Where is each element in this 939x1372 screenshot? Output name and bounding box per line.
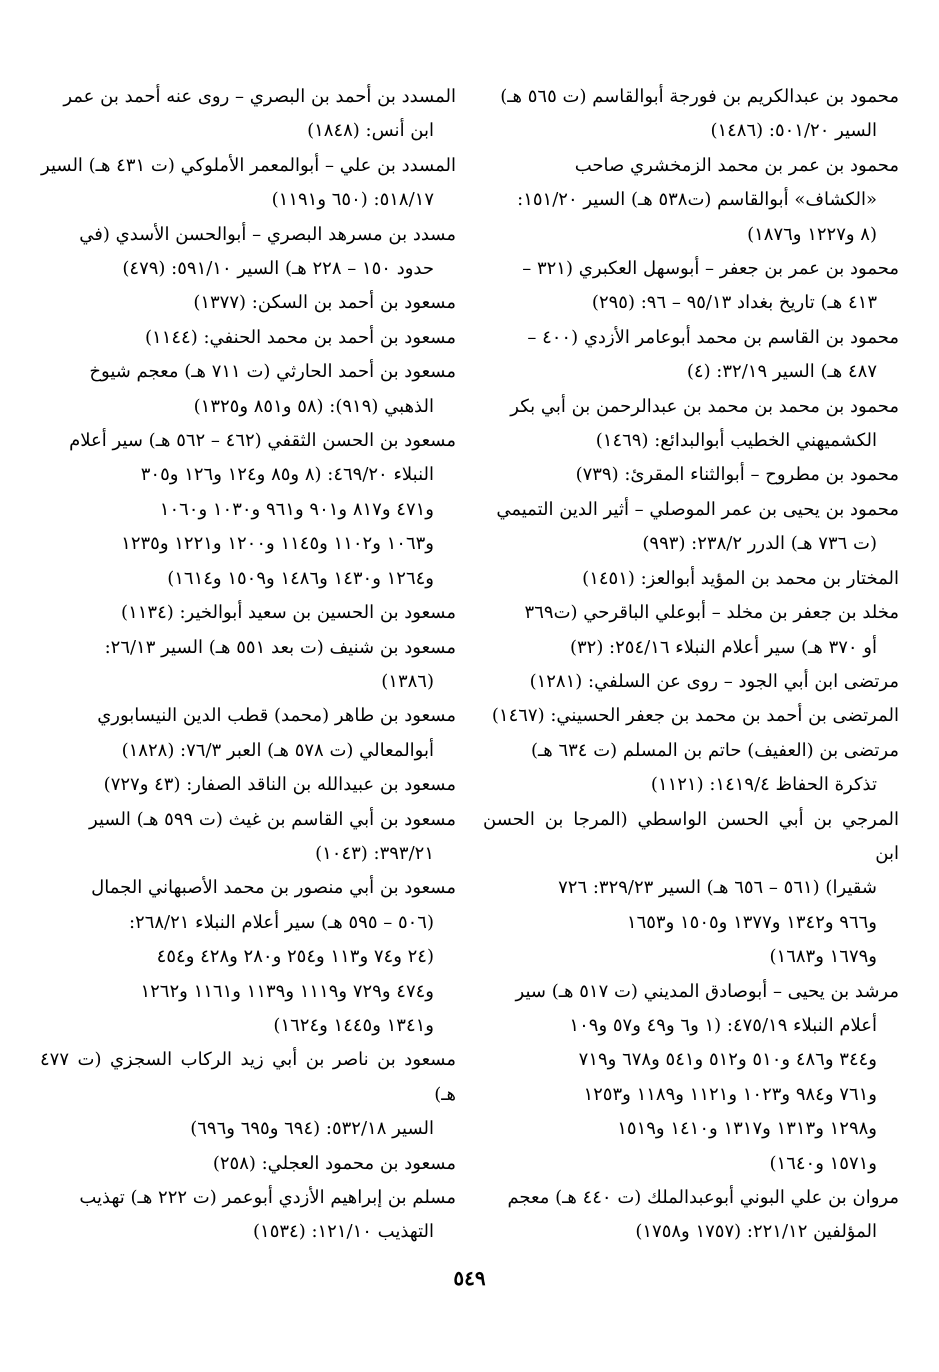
index-entry — [483, 149, 899, 252]
entry-continuation-line: ابن أنس: (١٨٤٨) — [307, 120, 434, 142]
entry-continuation-line: حدود ١٥٠ – ٢٢٨ هـ) السير ٥٩١/١٠: (٤٧٩) — [122, 258, 434, 280]
entry-heading-line: مروان بن علي البوني أبوعبدالملك (ت ٤٤٠ هـ) معجم — [507, 1187, 899, 1208]
entry-continuation-line: ٤١٣ هـ) تاريخ بغداد ٩٥/١٣ – ٩٦: (٢٩٥) — [591, 292, 877, 314]
index-entry — [483, 80, 899, 149]
entry-continuation-line: و١٥٧١ و١٦٤٠) — [769, 1152, 877, 1174]
entry-heading-line: مسعود بن الحسن الثقفي (٤٦٢ – ٥٦٢ هـ) سير أعلام — [69, 430, 456, 452]
index-entry — [40, 149, 456, 218]
entry-heading-line: المرتضى بن أحمد بن محمد بن جعفر الحسيني: (١٤٦٧) — [491, 705, 899, 727]
page-number: ٥٤٩ — [453, 1266, 486, 1290]
index-entry — [483, 734, 899, 803]
index-entry — [483, 1181, 899, 1250]
entry-continuation-line: و١٢٩٨ و١٣١٣ و١٣١٧ و١٤١٠ و١٥١٩ — [617, 1118, 877, 1140]
entry-continuation-line: أبوالمعالي (ت ٥٧٨ هـ) العبر ٧٦/٣: (١٨٢٨) — [121, 739, 434, 761]
right-column — [483, 80, 899, 1260]
entry-continuation-line: ٤٨٧ هـ) السير ٣٢/١٩: (٤) — [686, 361, 877, 383]
index-entry — [483, 665, 899, 699]
index-columns — [40, 80, 899, 1260]
entry-heading-line: مسلم بن إبراهيم الأزدي أبوعمر (ت ٢٢٢ هـ) تهذيب — [79, 1187, 456, 1208]
entry-continuation-line: و٣٤٤ و٤٨٦ و٥١٠ و٥١٢ و٥٤١ و٦٧٨ و٧١٩ — [578, 1049, 877, 1071]
entry-continuation-line: الذهبي (٩١٩): (٥٨ و٨٥١ و١٣٢٥) — [193, 395, 434, 417]
entry-continuation-line: أعلام النبلاء ٤٧٥/١٩: (١ و٦ و٤٩ و٥٧ و١٠٩ — [569, 1014, 877, 1036]
entry-heading-line: مسعود بن أبي منصور بن محمد الأصبهاني الجمال — [91, 877, 456, 899]
entry-heading-line: محمود بن عبدالكريم بن فورجة أبوالقاسم (ت ٥٦٥ هـ) — [500, 86, 899, 107]
index-entry — [40, 699, 456, 768]
entry-continuation-line: و٩٦٦ و١٣٤٢ و١٣٧٧ و١٥٠٥ و١٦٥٣ — [626, 911, 877, 933]
index-entry — [483, 252, 899, 321]
index-entry — [40, 1147, 456, 1181]
entry-heading-line: مسعود بن عبيدالله بن الناقد الصفار: (٤٣ و٧٢٧) — [103, 774, 456, 796]
entry-heading-line: مسعود بن طاهر (محمد) قطب الدين النيسابوري — [97, 705, 456, 727]
entry-heading-line: مسعود بن ناصر بن أبي زيد الركاب السجزي (ت ٤٧٧ هـ) — [40, 1049, 456, 1105]
entry-continuation-line: ٥١٨/١٧: (٦٥٠ و١١٩١) — [271, 189, 434, 211]
entry-continuation-line: شقيرا) (٥٦١ – ٦٥٦ هـ) السير ٣٢٩/٢٣: ٧٢٦ — [558, 877, 877, 899]
entry-continuation-line: تذكرة الحفاظ ١٤١٩/٤: (١١٢١) — [650, 774, 877, 796]
index-entry — [483, 562, 899, 596]
entry-heading-line: مخلد بن جعفر بن مخلد – أبوعلي الباقرحي (ت٣٦٩ — [524, 602, 899, 624]
index-entry — [40, 768, 456, 802]
entry-heading-line: محمود بن عمر بن محمد الزمخشري صاحب — [574, 154, 899, 176]
entry-heading-line: مرشد بن يحيى – أبوصادق المديني (ت ٥١٧ هـ) سير — [515, 980, 899, 1002]
index-entry — [483, 699, 899, 733]
entry-heading-line: مسعود بن أبي القاسم بن غيث (ت ٥٩٩ هـ) السير — [89, 808, 456, 830]
entry-heading-line: محمود بن يحيى بن عمر الموصلي – أثير الدين التميمي — [496, 498, 899, 520]
entry-heading-line: مسعود بن الحسين بن سعيد أبوالخير: (١١٣٤) — [121, 602, 456, 624]
index-entry — [483, 493, 899, 562]
index-entry — [40, 321, 456, 355]
entry-heading-line: المسدد بن علي – أبوالمعمر الأملوكي (ت ٤٣١ هـ) السير — [41, 154, 456, 176]
index-entry — [483, 803, 899, 975]
entry-continuation-line: و٤٧٤ و٧٢٩ و١١١٩ و١١٣٩ و١١٦١ و١٢٦٢ — [140, 980, 434, 1002]
entry-continuation-line: التهذيب ١٢١/١٠: (١٥٣٤) — [253, 1221, 434, 1243]
entry-continuation-line: (ت ٧٣٦ هـ) الدرر ٢٣٨/٢: (٩٩٣) — [642, 533, 877, 555]
entry-heading-line: مرتضى ابن أبي الجود – روى عن السلفي: (١٢٨١) — [529, 670, 899, 692]
entry-heading-line: مرتضى بن (العفيف) حاتم بن المسلم (ت ٦٣٤ هـ) — [530, 739, 899, 761]
entry-continuation-line: «الكشاف» أبوالقاسم (ت٥٣٨ هـ) السير ١٥١/٢٠: — [517, 189, 877, 211]
entry-continuation-line: و٧٦١ و٩٨٤ و١٠٢٣ و١١٢١ و١١٨٩ و١٢٥٣ — [583, 1083, 877, 1105]
index-entry — [483, 321, 899, 390]
entry-continuation-line: أو ٣٧٠ هـ) سير أعلام النبلاء ٢٥٤/١٦: (٣٢) — [569, 636, 877, 658]
entry-heading-line: مسعود بن شنيف (ت بعد ٥٥١ هـ) السير ٢٦/١٣: — [104, 636, 456, 658]
entry-heading-line: مسعود بن أحمد الحارثي (ت ٧١١ هـ) معجم شيوخ — [89, 361, 456, 383]
entry-continuation-line: و١٣٤١ و١٤٤٥ و١٦٢٤) — [273, 1014, 434, 1036]
entry-heading-line: محمود بن القاسم بن محمد أبوعامر الأزدي (٤٠٠ – — [527, 326, 899, 348]
entry-heading-line: المرجي بن أبي الحسن الواسطي (المرجا بن الحسن ابن — [483, 808, 899, 864]
index-entry — [40, 355, 456, 424]
entry-heading-line: المسدد بن أحمد بن البصري – روى عنه أحمد بن عمر — [63, 86, 456, 107]
entry-continuation-line: النبلاء ٤٦٩/٢٠: (٨ و٨٥ و١٢٤ و١٢٦ و٣٠٥ — [140, 464, 434, 486]
entry-continuation-line: الكشميهني الخطيب أبوالبدائع: (١٤٦٩) — [595, 430, 877, 452]
entry-continuation-line: المؤلفين ٢٢١/١٢: (١٧٥٧ و١٧٥٨) — [635, 1221, 877, 1243]
index-entry — [483, 596, 899, 665]
index-entry — [483, 975, 899, 1181]
entry-continuation-line: السير ٥٠١/٢٠: (١٤٨٦) — [710, 120, 877, 142]
index-entry — [40, 80, 456, 149]
index-entry — [40, 871, 456, 1043]
entry-continuation-line: و١٠٦٣ و١١٠٢ و١١٤٥ و١٢٠٠ و١٢٢١ و١٢٣٥ — [121, 533, 434, 555]
entry-heading-line: مسعود بن أحمد بن السكن: (١٣٧٧) — [193, 292, 456, 314]
entry-continuation-line: ٣٩٣/٢١: (١٠٤٣) — [315, 842, 434, 864]
entry-continuation-line: (٨ و١٢٢٧ و١٨٧٦) — [747, 223, 877, 245]
entry-continuation-line: السير ٥٣٢/١٨: (٦٩٤ و٦٩٥ و٦٩٦) — [190, 1118, 434, 1140]
entry-heading-line: مسعود بن محمود العجلي: (٢٥٨) — [212, 1152, 456, 1174]
index-entry — [40, 1043, 456, 1146]
entry-continuation-line: و١٢٦٤ و١٤٣٠ و١٤٨٦ و١٥٠٩ و١٦١٤) — [167, 567, 434, 589]
index-entry — [40, 218, 456, 287]
entry-heading-line: محمود بن محمد بن محمد بن عبدالرحمن بن أبي بكر — [510, 395, 899, 417]
entry-continuation-line: (٢٤ و٧٤ و١١٣ و٢٥٤ و٢٨٠ و٤٢٨ و٤٥٤ — [156, 946, 434, 968]
entry-continuation-line: و١٦٧٩ و١٦٨٣) — [769, 946, 877, 968]
index-entry — [483, 390, 899, 459]
entry-continuation-line: (٥٠٦ – ٥٩٥ هـ) سير أعلام النبلاء ٢٦٨/٢١: — [128, 911, 434, 933]
entry-heading-line: محمود بن عمر بن جعفر – أبوسهل العكبري (٣٢١ – — [522, 258, 899, 280]
entry-continuation-line: و٤٧١ و٨١٧ و٩٠١ و٩٦١ و١٠٣٠ و١٠٦٠ — [159, 498, 434, 520]
left-column — [40, 80, 456, 1260]
index-entry — [40, 596, 456, 630]
entry-heading-line: مسدد بن مسرهد البصري – أبوالحسن الأسدي (في — [79, 223, 456, 245]
index-entry — [40, 286, 456, 320]
index-entry — [40, 631, 456, 700]
document-page — [40, 0, 899, 1372]
entry-continuation-line: (١٣٨٦) — [381, 670, 434, 692]
entry-heading-line: مسعود بن أحمد بن محمد الحنفي: (١١٤٤) — [145, 326, 456, 348]
entry-heading-line: محمود بن مطروح – أبوالثناء المقرئ: (٧٣٩) — [575, 464, 899, 486]
entry-heading-line: المختار بن محمد بن المؤيد أبوالعز: (١٤٥١) — [582, 567, 899, 589]
index-entry — [483, 458, 899, 492]
index-entry — [40, 424, 456, 596]
index-entry — [40, 1181, 456, 1250]
index-entry — [40, 803, 456, 872]
